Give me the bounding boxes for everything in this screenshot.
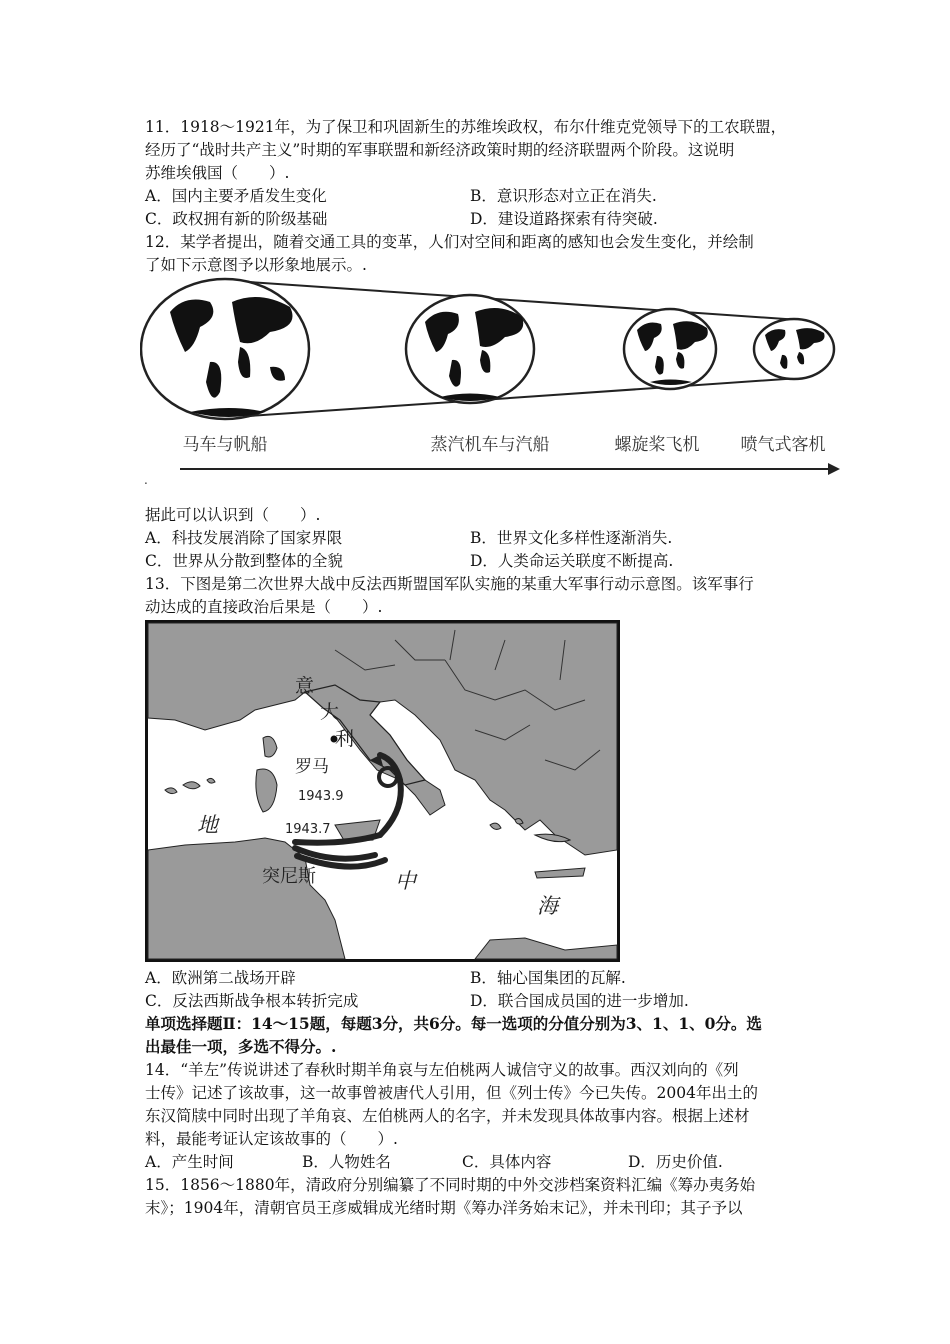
globe-label-4: 喷气式客机 xyxy=(740,435,826,455)
arrow-head-icon xyxy=(828,463,840,475)
q11-line-2: 经历了“战时共产主义”时期的军事联盟和新经济政策时期的经济联盟两个阶段。这说明 xyxy=(145,141,735,159)
section-header-line-2: 出最佳一项，多选不得分。. xyxy=(145,1037,337,1056)
label-date-1943-9: 1943.9 xyxy=(298,789,344,804)
q14-option-c: C．具体内容 xyxy=(462,1153,552,1171)
q11-option-b: B．意识形态对立正在消失. xyxy=(470,187,657,205)
q12-line-1: 12．某学者提出，随着交通工具的变革，人们对空间和距离的感知也会发生变化，并绘制 xyxy=(145,233,754,251)
q14-line-2: 士传》记述了该故事，这一故事曾被唐代人引用，但《列士传》今已失传。2004年出土的 xyxy=(145,1084,758,1102)
q12-option-b: B．世界文化多样性逐渐消失. xyxy=(470,529,673,547)
globe-4-icon xyxy=(754,319,834,379)
q14-line-4: 料，最能考证认定该故事的（ ）. xyxy=(145,1130,398,1148)
q12-option-d: D．人类命运关联度不断提高. xyxy=(470,552,674,570)
q11-line-1: 11．1918～1921年，为了保卫和巩固新生的苏维埃政权，布尔什维克党领导下的工农联盟， xyxy=(145,118,787,136)
q12-globe-figure xyxy=(140,272,845,487)
q13-line-1: 13．下图是第二次世界大战中反法西斯盟国军队实施的某重大军事行动示意图。该军事行 xyxy=(145,575,754,593)
label-di: 地 xyxy=(197,813,218,837)
globe-3-icon xyxy=(624,309,716,389)
q15-line-2: 末》；1904年，清朝官员王彦威辑成光绪时期《筹办洋务始末记》，并未刊印；其子予以 xyxy=(145,1199,743,1217)
q13-mediterranean-map xyxy=(145,620,620,962)
q12-option-a: A．科技发展消除了国家界限 xyxy=(145,529,343,547)
globe-label-2: 蒸汽机车与汽船 xyxy=(430,435,550,455)
q11-option-c: C．政权拥有新的阶级基础 xyxy=(145,210,328,228)
label-li: 利 xyxy=(335,728,355,750)
q14-option-d: D．历史价值. xyxy=(628,1153,723,1171)
q13-option-c: C．反法西斯战争根本转折完成 xyxy=(145,992,359,1010)
q14-line-3: 东汉简牍中同时出现了羊角哀、左伯桃两人的名字，并未发现具体故事内容。根据上述材 xyxy=(145,1107,750,1125)
q12-prompt: 据此可以认识到（ ）. xyxy=(145,506,321,524)
figure-dot: . xyxy=(144,473,148,487)
q12-option-c: C．世界从分散到整体的全貌 xyxy=(145,552,343,570)
q11-option-a: A．国内主要矛盾发生变化 xyxy=(145,187,327,205)
q13-option-d: D．联合国成员国的进一步增加. xyxy=(470,992,689,1010)
globe-2-icon xyxy=(406,295,534,403)
q11-line-3: 苏维埃俄国（ ）. xyxy=(145,164,290,182)
label-tunis: 突尼斯 xyxy=(262,866,316,887)
q13-option-b: B．轴心国集团的瓦解. xyxy=(470,969,626,987)
q15-line-1: 15．1856～1880年，清政府分别编纂了不同时期的中外交涉档案资料汇编《筹办夷务始 xyxy=(145,1176,756,1194)
label-zhong: 中 xyxy=(395,869,416,893)
q14-line-1: 14．“羊左”传说讲述了春秋时期羊角哀与左伯桃两人诚信守义的故事。西汉刘向的《列 xyxy=(145,1061,739,1079)
globe-1-icon xyxy=(141,279,309,419)
q13-option-a: A．欧洲第二战场开辟 xyxy=(145,969,296,987)
globe-label-3: 螺旋桨飞机 xyxy=(614,435,700,455)
label-yi: 意 xyxy=(295,675,315,697)
label-da: 大 xyxy=(320,701,340,723)
q11-option-d: D．建设道路探索有待突破. xyxy=(470,210,658,228)
q12-line-2: 了如下示意图予以形象地展示。. xyxy=(145,256,367,274)
q14-option-b: B．人物姓名 xyxy=(302,1153,391,1171)
label-rome: 罗马 xyxy=(295,757,329,777)
globe-label-1: 马车与帆船 xyxy=(182,435,268,455)
q13-line-2: 动达成的直接政治后果是（ ）. xyxy=(145,598,383,616)
label-hai: 海 xyxy=(537,894,558,918)
section-header-line-1: 单项选择题Ⅱ：14～15题，每题3分，共6分。每一选项的分值分别为3、1、1、0分。选 xyxy=(145,1014,762,1033)
label-date-1943-7: 1943.7 xyxy=(285,822,331,837)
q14-option-a: A．产生时间 xyxy=(145,1153,234,1171)
